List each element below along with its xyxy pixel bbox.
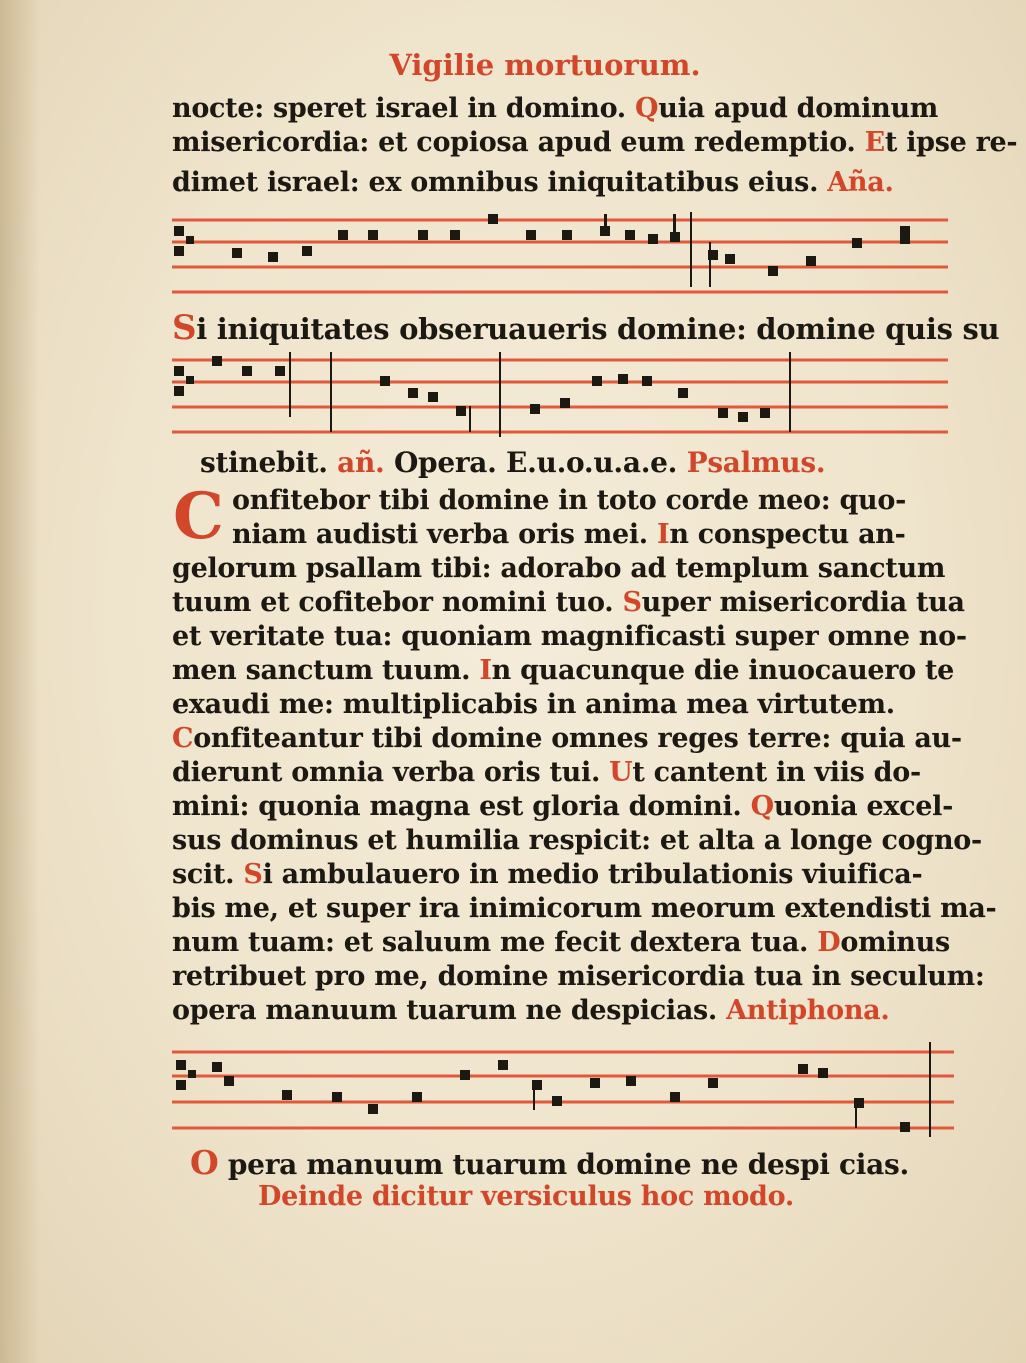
text-segment: onfiteantur tibi domine omnes reges terre: quia au-	[193, 723, 962, 754]
rubric-segment: Q	[750, 791, 774, 822]
chant-lyric-line-2	[200, 446, 958, 480]
psalm-line-5	[172, 620, 967, 654]
chant-lyric-text-1: i iniquitates obseruaueris domine: domine quis su	[196, 312, 1000, 346]
text-segment: dimet israel: ex omnibus iniquitatibus eius.	[172, 167, 828, 198]
psalm-line-13	[172, 892, 997, 926]
rubric-segment: D	[817, 927, 841, 958]
text-line-2	[172, 126, 1018, 160]
rubric-segment: Q	[635, 93, 659, 124]
psalm-line-9	[172, 756, 958, 790]
rubric-segment: añ.	[337, 446, 394, 479]
text-segment: tuum et cofitebor nomini tuo.	[172, 587, 623, 618]
text-segment: uper misericordia tua	[641, 587, 965, 618]
rubric-segment: U	[609, 757, 633, 788]
rubric-segment: Aña.	[827, 167, 894, 198]
chant-initial-s: S	[172, 308, 197, 348]
psalm-line-6	[172, 654, 958, 688]
psalm-line-3	[172, 552, 958, 586]
psalm-initial-c: C	[173, 479, 224, 554]
rubric-segment: C	[172, 723, 194, 754]
rubric-segment: Psalmus.	[677, 446, 826, 479]
rubric-segment: E	[864, 127, 885, 158]
chant-lyric-line-1	[172, 308, 1000, 348]
text-segment: i ambulauero in medio tribulationis viuifica-	[262, 859, 923, 890]
psalm-line-11	[172, 824, 982, 858]
text-segment: E.u.o.u.a.e.	[506, 446, 678, 479]
psalm-line-8	[172, 722, 962, 756]
psalm-line-14	[172, 926, 958, 960]
text-segment: ominus	[840, 927, 950, 958]
psalm-line-2	[232, 518, 958, 552]
text-segment: retribuet pro me, domine misericordia tua in seculum:	[172, 961, 985, 992]
music-staff-1	[170, 212, 960, 302]
text-segment: sus dominus et humilia respicit: et alta a longe cogno-	[172, 825, 982, 856]
text-segment: men sanctum tuum.	[172, 655, 480, 686]
music-staff-3	[170, 1042, 960, 1142]
rubric-segment: I	[657, 519, 670, 550]
text-segment: mini: quonia magna est gloria domini.	[172, 791, 751, 822]
text-line-1	[172, 92, 958, 126]
text-segment: n conspectu an-	[669, 519, 906, 550]
rubric-segment: S	[243, 859, 263, 890]
running-header: Vigilie mortuorum.	[389, 48, 701, 82]
page-gutter-shadow	[0, 0, 40, 1363]
text-segment: Opera.	[393, 446, 507, 479]
psalm-line-10	[172, 790, 958, 824]
text-segment: scit.	[172, 859, 244, 890]
text-segment: exaudi me: multiplicabis in anima mea virtutem.	[172, 689, 895, 720]
text-segment: et veritate tua: quoniam magnificasti super omne no-	[172, 621, 967, 652]
text-segment: num tuam: et saluum me fecit dextera tua.	[172, 927, 818, 958]
psalm-line-7	[172, 688, 958, 722]
chant-lyric-text-3: pera manuum tuarum domine ne despi cias.	[218, 1148, 909, 1181]
text-segment: opera manuum tuarum ne despicias.	[172, 995, 727, 1026]
rubric-segment: Antiphona.	[726, 995, 890, 1026]
text-segment: t ipse re-	[884, 127, 1018, 158]
text-segment: uia apud dominum	[658, 93, 939, 124]
text-segment: n quacunque die inuocauero te	[491, 655, 955, 686]
psalm-line-4	[172, 586, 965, 620]
text-segment: dierunt omnia verba oris tui.	[172, 757, 610, 788]
text-segment: uonia excel-	[773, 791, 954, 822]
text-segment: nocte: speret israel in domino.	[172, 93, 636, 124]
rubric-closing: Deinde dicitur versiculus hoc modo.	[258, 1181, 794, 1212]
rubric-segment: I	[479, 655, 492, 686]
text-segment: niam audisti verba oris mei.	[232, 519, 658, 550]
music-staff-2	[170, 352, 960, 442]
psalm-line-1: onfitebor tibi domine in toto corde meo: quo-	[232, 485, 906, 516]
text-segment: gelorum psallam tibi: adorabo ad templum sanctum	[172, 553, 946, 584]
chant-lyric-line-3	[190, 1143, 958, 1182]
text-segment: stinebit.	[200, 446, 338, 479]
text-segment: misericordia: et copiosa apud eum redemptio.	[172, 127, 865, 158]
psalm-line-16	[172, 994, 958, 1028]
text-line-3	[172, 166, 958, 200]
chant-initial-o: O	[190, 1143, 219, 1182]
text-segment: t cantent in viis do-	[632, 757, 921, 788]
psalm-line-15	[172, 960, 985, 994]
psalm-line-12	[172, 858, 958, 892]
text-segment: bis me, et super ira inimicorum meorum extendisti ma-	[172, 893, 997, 924]
rubric-segment: S	[622, 587, 642, 618]
